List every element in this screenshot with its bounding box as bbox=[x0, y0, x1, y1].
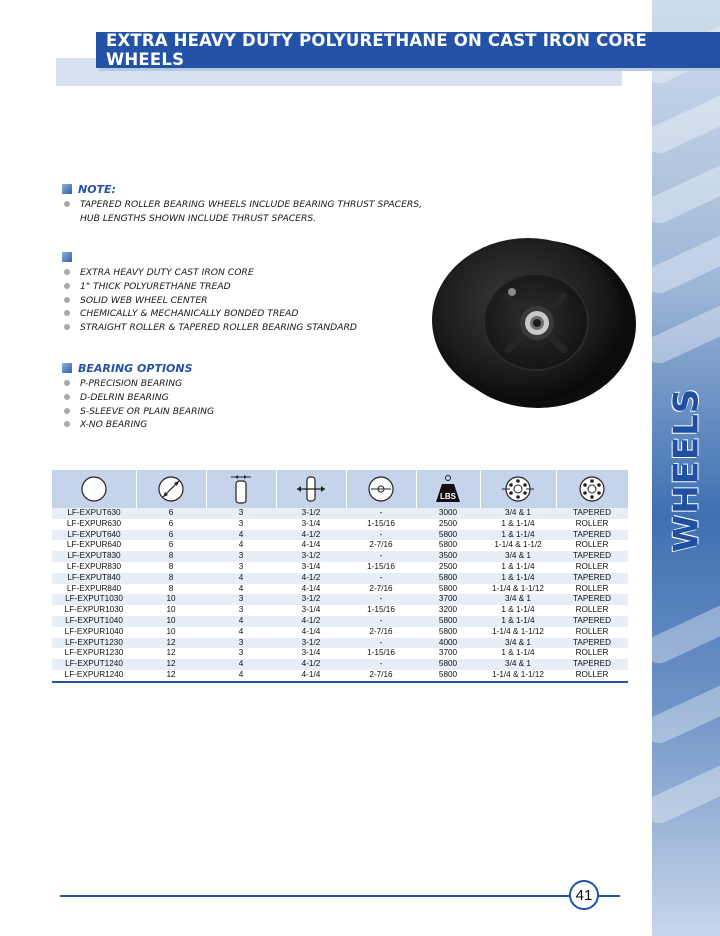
cell-hub-length: 3-1/4 bbox=[276, 562, 346, 573]
cell-tread-width: 3 bbox=[206, 638, 276, 649]
section-square-icon bbox=[62, 252, 72, 262]
wheel-spec-table bbox=[52, 470, 628, 683]
cell-hub-length: 4-1/2 bbox=[276, 616, 346, 627]
bullet-icon bbox=[64, 283, 70, 289]
diameter-icon bbox=[157, 475, 185, 503]
cell-bearing-size: 3/4 & 1 bbox=[480, 638, 556, 649]
cell-load-capacity: 5800 bbox=[416, 584, 480, 595]
cell-hub-length: 3-1/2 bbox=[276, 638, 346, 649]
bullet-icon bbox=[64, 324, 70, 330]
cell-part-number: LF-EXPUT1240 bbox=[52, 659, 136, 670]
cell-bearing-type: TAPERED bbox=[556, 659, 628, 670]
cell-bore: - bbox=[346, 659, 416, 670]
cell-part-number: LF-EXPUT1230 bbox=[52, 638, 136, 649]
cell-bore: - bbox=[346, 530, 416, 541]
cell-hub-length: 4-1/2 bbox=[276, 573, 346, 584]
cell-diameter: 8 bbox=[136, 562, 206, 573]
page-number: 41 bbox=[569, 880, 599, 910]
cell-load-capacity: 2500 bbox=[416, 519, 480, 530]
cell-tread-width: 4 bbox=[206, 573, 276, 584]
col-tread-width bbox=[206, 470, 276, 508]
cell-diameter: 6 bbox=[136, 540, 206, 551]
cell-bore: 2-7/16 bbox=[346, 540, 416, 551]
cell-part-number: LF-EXPUT640 bbox=[52, 530, 136, 541]
table-row bbox=[52, 584, 628, 595]
svg-text:LBS: LBS bbox=[440, 492, 456, 501]
cell-part-number: LF-EXPUT840 bbox=[52, 573, 136, 584]
cell-hub-length: 3-1/4 bbox=[276, 605, 346, 616]
cell-part-number: LF-EXPUR630 bbox=[52, 519, 136, 530]
tread-width-icon bbox=[229, 474, 253, 504]
wheel-product-image bbox=[424, 234, 640, 410]
cell-tread-width: 4 bbox=[206, 584, 276, 595]
cell-load-capacity: 3700 bbox=[416, 594, 480, 605]
cell-load-capacity: 5800 bbox=[416, 530, 480, 541]
cell-tread-width: 3 bbox=[206, 551, 276, 562]
table-row bbox=[52, 605, 628, 616]
cell-diameter: 10 bbox=[136, 627, 206, 638]
cell-hub-length: 3-1/4 bbox=[276, 519, 346, 530]
footer-rule bbox=[60, 895, 620, 897]
cell-bearing-size: 1 & 1-1/4 bbox=[480, 605, 556, 616]
note-title: NOTE: bbox=[78, 182, 116, 196]
cell-bearing-size: 1-1/4 & 1-1/12 bbox=[480, 584, 556, 595]
cell-bearing-size: 1 & 1-1/4 bbox=[480, 648, 556, 659]
note-section bbox=[62, 182, 422, 226]
feature-item: EXTRA HEAVY DUTY CAST IRON CORE bbox=[62, 266, 357, 280]
cell-hub-length: 3-1/2 bbox=[276, 594, 346, 605]
cell-bearing-type: TAPERED bbox=[556, 530, 628, 541]
cell-diameter: 8 bbox=[136, 573, 206, 584]
table-row bbox=[52, 627, 628, 638]
cell-bearing-size: 1 & 1-1/4 bbox=[480, 530, 556, 541]
cell-bearing-type: ROLLER bbox=[556, 627, 628, 638]
cell-bearing-size: 1 & 1-1/4 bbox=[480, 616, 556, 627]
bearing-options-section bbox=[62, 361, 214, 432]
bullet-icon bbox=[64, 269, 70, 275]
cell-bearing-type: ROLLER bbox=[556, 519, 628, 530]
cell-diameter: 12 bbox=[136, 659, 206, 670]
table-row bbox=[52, 551, 628, 562]
cell-bearing-type: ROLLER bbox=[556, 562, 628, 573]
bearing-type-icon bbox=[577, 474, 607, 504]
cell-load-capacity: 5800 bbox=[416, 659, 480, 670]
cell-tread-width: 3 bbox=[206, 508, 276, 519]
cell-hub-length: 3-1/4 bbox=[276, 648, 346, 659]
col-bore bbox=[346, 470, 416, 508]
cell-load-capacity: 5800 bbox=[416, 670, 480, 682]
cell-diameter: 12 bbox=[136, 648, 206, 659]
cell-part-number: LF-EXPUR1030 bbox=[52, 605, 136, 616]
cell-diameter: 12 bbox=[136, 670, 206, 682]
cell-tread-width: 4 bbox=[206, 670, 276, 682]
feature-item: SOLID WEB WHEEL CENTER bbox=[62, 294, 357, 308]
bullet-icon bbox=[64, 201, 70, 207]
cell-tread-width: 4 bbox=[206, 540, 276, 551]
cell-bore: - bbox=[346, 551, 416, 562]
cell-hub-length: 4-1/4 bbox=[276, 627, 346, 638]
cell-diameter: 8 bbox=[136, 584, 206, 595]
section-square-icon bbox=[62, 184, 72, 194]
cell-bearing-type: TAPERED bbox=[556, 573, 628, 584]
cell-tread-width: 4 bbox=[206, 616, 276, 627]
cell-bore: 1-15/16 bbox=[346, 519, 416, 530]
table-row bbox=[52, 638, 628, 649]
table-row bbox=[52, 659, 628, 670]
cell-load-capacity: 3500 bbox=[416, 551, 480, 562]
note-line-continued: HUB LENGTHS SHOWN INCLUDE THRUST SPACERS. bbox=[80, 212, 317, 224]
bullet-icon bbox=[64, 380, 70, 386]
cell-diameter: 6 bbox=[136, 508, 206, 519]
feature-item: STRAIGHT ROLLER & TAPERED ROLLER BEARING STANDARD bbox=[62, 321, 357, 335]
col-load-capacity bbox=[416, 470, 480, 508]
table-row bbox=[52, 508, 628, 519]
cell-bearing-type: ROLLER bbox=[556, 605, 628, 616]
hub-length-icon bbox=[295, 475, 327, 503]
cell-diameter: 8 bbox=[136, 551, 206, 562]
bullet-icon bbox=[64, 408, 70, 414]
cell-bearing-type: ROLLER bbox=[556, 648, 628, 659]
cell-bearing-type: ROLLER bbox=[556, 540, 628, 551]
cell-load-capacity: 2500 bbox=[416, 562, 480, 573]
cell-bearing-size: 1-1/4 & 1-1/12 bbox=[480, 627, 556, 638]
cell-hub-length: 3-1/2 bbox=[276, 551, 346, 562]
cell-bore: 2-7/16 bbox=[346, 627, 416, 638]
cell-bore: 1-15/16 bbox=[346, 605, 416, 616]
wheel-part-icon bbox=[80, 475, 108, 503]
feature-item: CHEMICALLY & MECHANICALLY BONDED TREAD bbox=[62, 307, 357, 321]
cell-bearing-type: ROLLER bbox=[556, 584, 628, 595]
table-row bbox=[52, 648, 628, 659]
cell-diameter: 10 bbox=[136, 605, 206, 616]
cell-bearing-size: 1-1/4 & 1-1/2 bbox=[480, 540, 556, 551]
side-section-label: WHEELS bbox=[666, 387, 706, 553]
cell-bearing-type: TAPERED bbox=[556, 594, 628, 605]
cell-diameter: 6 bbox=[136, 530, 206, 541]
cell-bearing-size: 1 & 1-1/4 bbox=[480, 519, 556, 530]
table-row bbox=[52, 573, 628, 584]
bullet-icon bbox=[64, 421, 70, 427]
bearing-option-item: D-DELRIN BEARING bbox=[62, 391, 214, 405]
cell-part-number: LF-EXPUR640 bbox=[52, 540, 136, 551]
table-row bbox=[52, 562, 628, 573]
features-section bbox=[62, 250, 357, 335]
note-line: TAPERED ROLLER BEARING WHEELS INCLUDE BEARING THRUST SPACERS, bbox=[62, 198, 422, 212]
cell-hub-length: 4-1/2 bbox=[276, 659, 346, 670]
cell-bore: - bbox=[346, 508, 416, 519]
cell-bore: 2-7/16 bbox=[346, 670, 416, 682]
cell-tread-width: 4 bbox=[206, 659, 276, 670]
col-diameter bbox=[136, 470, 206, 508]
table-row bbox=[52, 519, 628, 530]
cell-hub-length: 4-1/4 bbox=[276, 670, 346, 682]
cell-bearing-size: 3/4 & 1 bbox=[480, 508, 556, 519]
cell-part-number: LF-EXPUR1040 bbox=[52, 627, 136, 638]
cell-part-number: LF-EXPUR1230 bbox=[52, 648, 136, 659]
cell-load-capacity: 3700 bbox=[416, 648, 480, 659]
cell-bearing-type: TAPERED bbox=[556, 616, 628, 627]
cell-bearing-size: 1 & 1-1/4 bbox=[480, 562, 556, 573]
page-title: EXTRA HEAVY DUTY POLYURETHANE ON CAST IRON CORE WHEELS bbox=[96, 32, 720, 68]
cell-part-number: LF-EXPUT830 bbox=[52, 551, 136, 562]
section-square-icon bbox=[62, 363, 72, 373]
bearing-options-title: BEARING OPTIONS bbox=[78, 361, 193, 375]
bullet-icon bbox=[64, 297, 70, 303]
cell-bearing-type: ROLLER bbox=[556, 670, 628, 682]
cell-bearing-size: 1 & 1-1/4 bbox=[480, 573, 556, 584]
cell-bore: - bbox=[346, 616, 416, 627]
table-row bbox=[52, 616, 628, 627]
cell-part-number: LF-EXPUT1040 bbox=[52, 616, 136, 627]
bearing-size-icon bbox=[501, 474, 535, 504]
bearing-option-item: P-PRECISION BEARING bbox=[62, 377, 214, 391]
cell-bearing-type: TAPERED bbox=[556, 551, 628, 562]
cell-tread-width: 3 bbox=[206, 562, 276, 573]
col-bearing-type bbox=[556, 470, 628, 508]
col-bearing-size bbox=[480, 470, 556, 508]
cell-bore: 1-15/16 bbox=[346, 562, 416, 573]
cell-load-capacity: 5800 bbox=[416, 540, 480, 551]
cell-load-capacity: 3200 bbox=[416, 605, 480, 616]
feature-item: 1" THICK POLYURETHANE TREAD bbox=[62, 280, 357, 294]
cell-tread-width: 3 bbox=[206, 605, 276, 616]
cell-tread-width: 4 bbox=[206, 627, 276, 638]
table-row bbox=[52, 540, 628, 551]
cell-load-capacity: 4000 bbox=[416, 638, 480, 649]
cell-tread-width: 3 bbox=[206, 519, 276, 530]
cell-part-number: LF-EXPUR840 bbox=[52, 584, 136, 595]
cell-bearing-type: TAPERED bbox=[556, 638, 628, 649]
bullet-icon bbox=[64, 394, 70, 400]
bore-icon bbox=[367, 475, 395, 503]
cell-diameter: 6 bbox=[136, 519, 206, 530]
cell-tread-width: 3 bbox=[206, 594, 276, 605]
bullet-icon bbox=[64, 310, 70, 316]
table-row bbox=[52, 670, 628, 682]
cell-hub-length: 4-1/2 bbox=[276, 530, 346, 541]
bearing-option-item: S-SLEEVE OR PLAIN BEARING bbox=[62, 405, 214, 419]
cell-part-number: LF-EXPUT1030 bbox=[52, 594, 136, 605]
cell-bearing-size: 3/4 & 1 bbox=[480, 659, 556, 670]
table-row bbox=[52, 530, 628, 541]
cell-bearing-type: TAPERED bbox=[556, 508, 628, 519]
cell-diameter: 10 bbox=[136, 594, 206, 605]
cell-part-number: LF-EXPUR830 bbox=[52, 562, 136, 573]
cell-tread-width: 4 bbox=[206, 530, 276, 541]
cell-bearing-size: 1-1/4 & 1-1/12 bbox=[480, 670, 556, 682]
cell-hub-length: 3-1/2 bbox=[276, 508, 346, 519]
bearing-option-item: X-NO BEARING bbox=[62, 418, 214, 432]
table-header-row bbox=[52, 470, 628, 508]
cell-diameter: 12 bbox=[136, 638, 206, 649]
cell-load-capacity: 5800 bbox=[416, 616, 480, 627]
cell-bore: - bbox=[346, 594, 416, 605]
cell-hub-length: 4-1/4 bbox=[276, 540, 346, 551]
cell-load-capacity: 5800 bbox=[416, 627, 480, 638]
cell-hub-length: 4-1/4 bbox=[276, 584, 346, 595]
load-capacity-icon bbox=[434, 474, 462, 504]
cell-bore: 1-15/16 bbox=[346, 648, 416, 659]
cell-diameter: 10 bbox=[136, 616, 206, 627]
cell-load-capacity: 5800 bbox=[416, 573, 480, 584]
cell-bore: 2-7/16 bbox=[346, 584, 416, 595]
cell-bore: - bbox=[346, 638, 416, 649]
cell-part-number: LF-EXPUT630 bbox=[52, 508, 136, 519]
col-part-number bbox=[52, 470, 136, 508]
cell-load-capacity: 3000 bbox=[416, 508, 480, 519]
cell-tread-width: 3 bbox=[206, 648, 276, 659]
cell-bearing-size: 3/4 & 1 bbox=[480, 551, 556, 562]
cell-bore: - bbox=[346, 573, 416, 584]
cell-bearing-size: 3/4 & 1 bbox=[480, 594, 556, 605]
cell-part-number: LF-EXPUR1240 bbox=[52, 670, 136, 682]
table-row bbox=[52, 594, 628, 605]
col-hub-length bbox=[276, 470, 346, 508]
